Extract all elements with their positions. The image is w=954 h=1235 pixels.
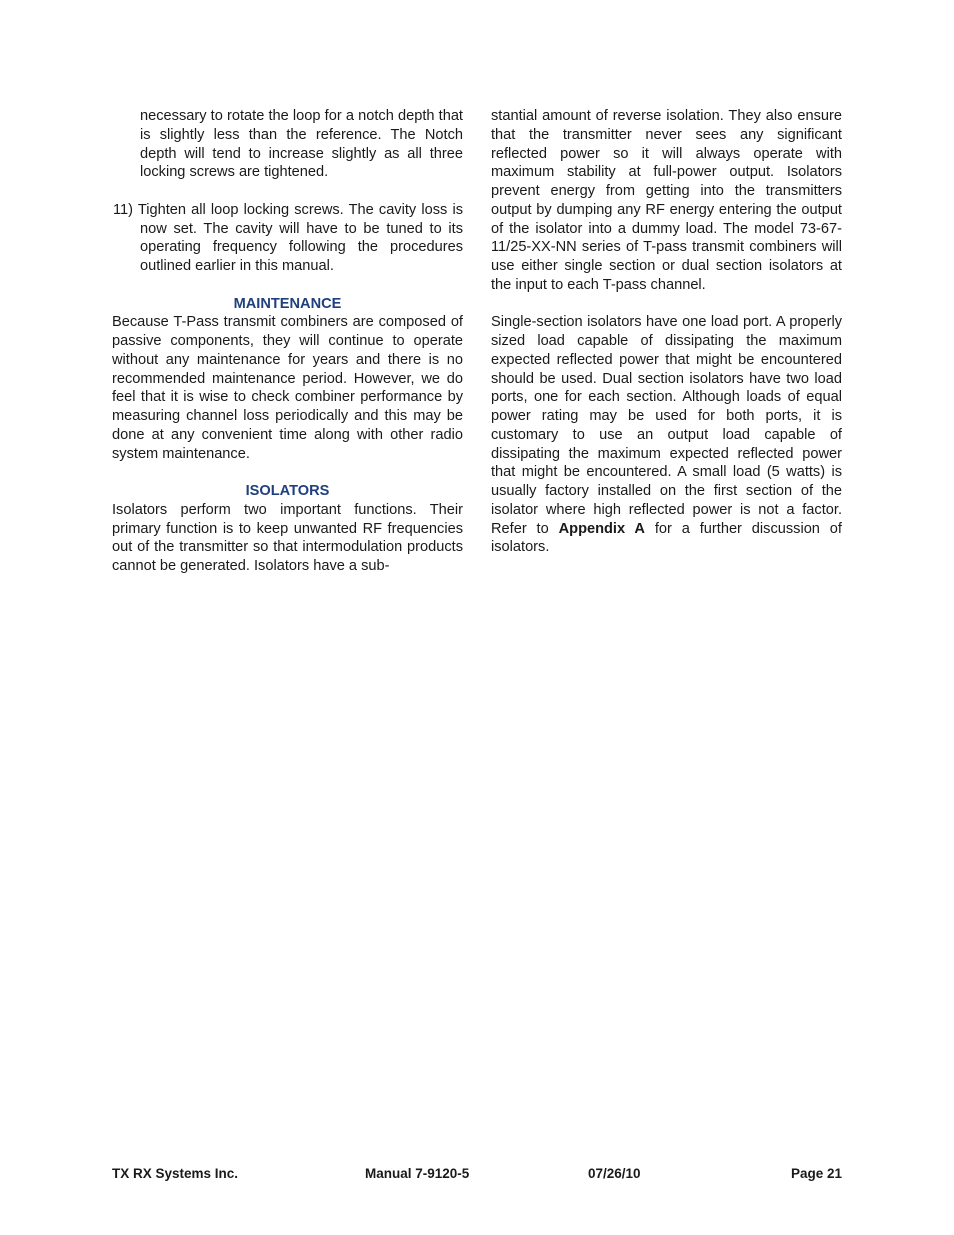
page-footer (112, 1165, 842, 1183)
step10-continuation: necessary to rotate the loop for a notch depth that is slightly less than the reference. The Notch depth will tend to increase slightly as all three locking screws are tightened. (140, 108, 463, 181)
single-section-text: Single-section isolators have one load port. A properly sized load capable of dissipating the maximum expected reflected power that might be encountered should be used. Dual section isolators have two load ports, one for each section. Although loads of equal power rating may be used for both ports, it is customary to use an output load capable of dissipating the maximum expected reflected power that might be encountered. A small load (5 watts) is usually factory installed on the first section of the isolator where high reflected power is not a factor. Refer to (491, 314, 842, 537)
maintenance-heading: MAINTENANCE (233, 295, 342, 312)
left-column (112, 107, 463, 576)
single-section-end: for a further discussion of isolators. (491, 520, 842, 556)
maintenance-paragraph: Because T-Pass transmit combiners are composed of passive components, they will continue to operate without any maintenance for years and there is no recommended maintenance period. However, we do feel that it is wise to check combiner performance by measuring channel loss periodically and this may be done at any convenient time along with other radio system maintenance. (112, 314, 463, 462)
footer-date: 07/26/10 (588, 1166, 641, 1181)
footer-manual-number: Manual 7-9120-5 (365, 1166, 470, 1181)
right-column (491, 107, 842, 557)
footer-company: TX RX Systems Inc. (112, 1166, 239, 1181)
footer-page-number: Page 21 (790, 1166, 842, 1181)
single-section-paragraph (491, 313, 842, 557)
spacer (112, 182, 463, 201)
spacer (112, 463, 463, 482)
isolators-heading: ISOLATORS (245, 483, 330, 499)
spacer (491, 295, 842, 314)
appendix-reference: Appendix A (558, 520, 645, 537)
isolators-continued-paragraph: stantial amount of reverse isolation. They also ensure that the transmitter never sees any significant reflected power so it will always operate with maximum stability at full-power output. Isolators prevent energy from getting into the transmitters output by dumping any RF energy entering the output of the isolator into a dummy load. The model 73-67-11/25-XX-NN series of T-pass transmit combiners will use either single section or dual section isolators at the input to each T-pass channel. (491, 108, 842, 293)
step11-text: 11) Tighten all loop locking screws. The cavity loss is now set. The cavity will have to be tuned to its operating frequency following the procedures outlined earlier in this manual. (113, 201, 463, 274)
isolators-paragraph: Isolators perform two important functions. Their primary function is to keep unwanted RF frequencies out of the transmitter so that intermodulation products cannot be generated. Isolators have a sub- (112, 501, 463, 574)
spacer (112, 276, 463, 295)
